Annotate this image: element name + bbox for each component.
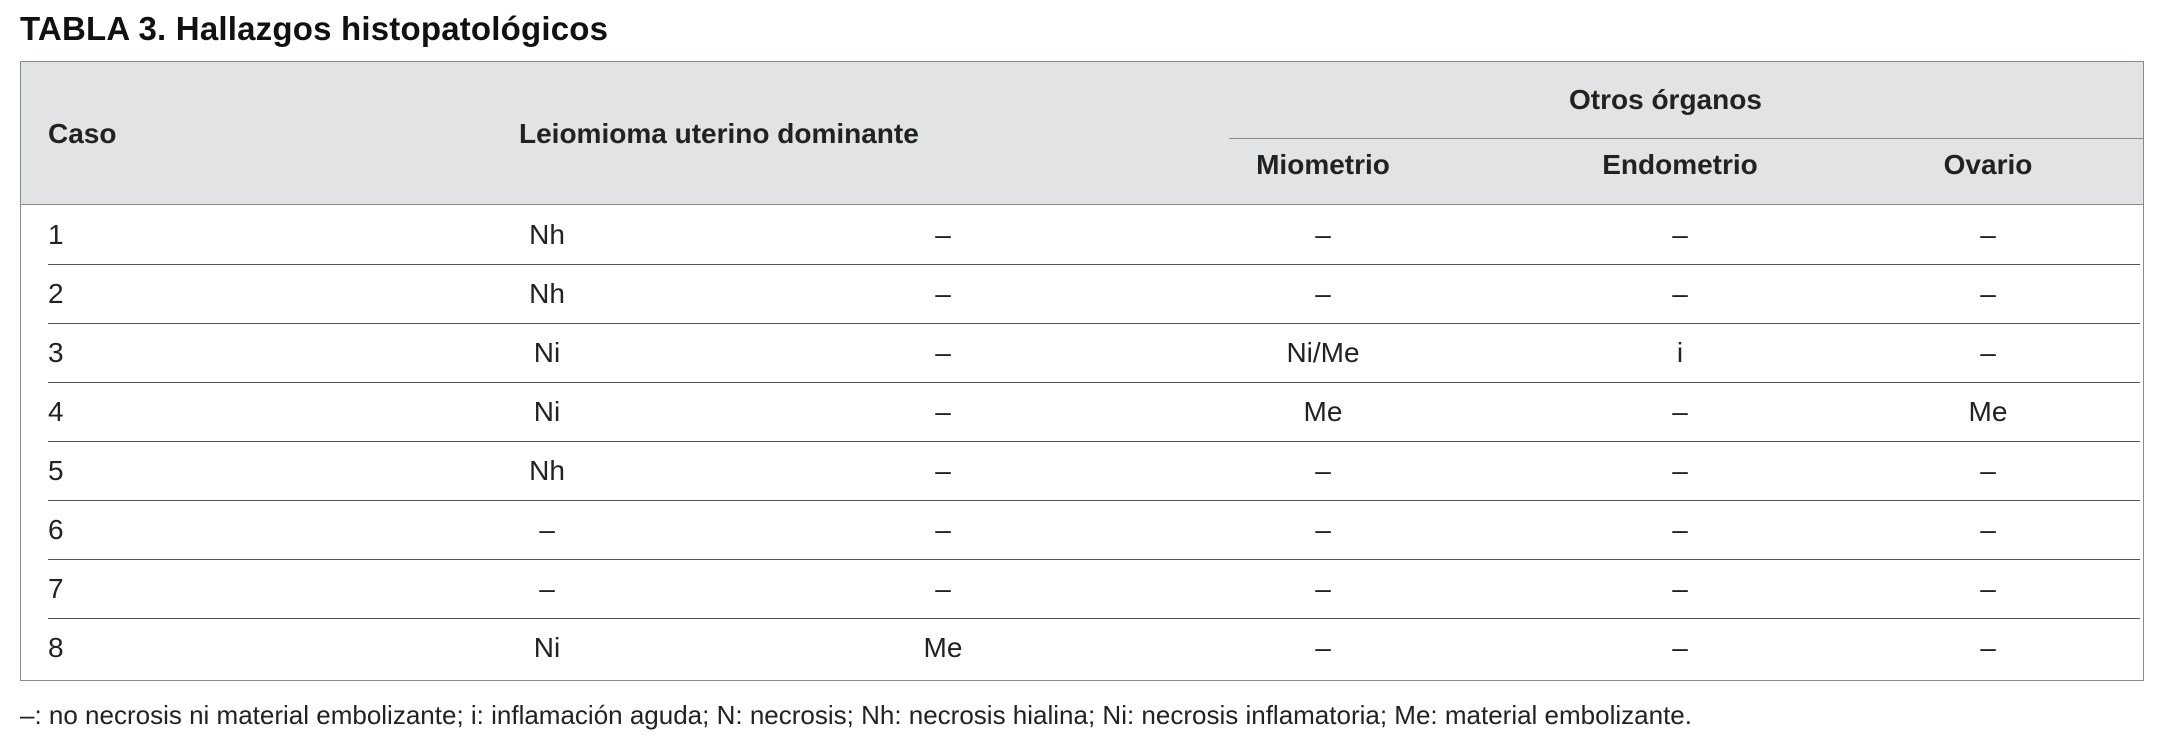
cell-ovario: – — [1980, 514, 1996, 545]
cell-leiomioma-2: – — [935, 219, 951, 250]
header-otros-organos: Otros órganos — [1569, 84, 1762, 115]
table-row — [21, 559, 2143, 618]
cell-ovario: Me — [1968, 396, 2008, 427]
table-footnote: –: no necrosis ni material embolizante; i: inflamación aguda; N: necrosis; Nh: necrosis hialina; Ni: necrosis inflamatoria; Me: material embolizante. — [20, 700, 1692, 730]
cell-endometrio: i — [1676, 337, 1684, 368]
header-leiomioma: Leiomioma uterino dominante — [519, 118, 919, 149]
cell-leiomioma-1: Ni — [533, 337, 561, 368]
table-row — [21, 382, 2143, 441]
cell-caso: 4 — [48, 396, 64, 427]
table-row — [21, 205, 2143, 264]
cell-caso: 7 — [48, 573, 64, 604]
cell-miometrio: – — [1315, 219, 1331, 250]
cell-leiomioma-1: Nh — [529, 455, 565, 486]
cell-endometrio: – — [1672, 573, 1688, 604]
cell-endometrio: – — [1672, 278, 1688, 309]
table-row — [21, 618, 2143, 677]
cell-ovario: – — [1980, 219, 1996, 250]
table-row — [21, 264, 2143, 323]
cell-ovario: – — [1980, 278, 1996, 309]
cell-miometrio: – — [1315, 573, 1331, 604]
cell-ovario: – — [1980, 337, 1996, 368]
cell-miometrio: – — [1315, 455, 1331, 486]
cell-miometrio: – — [1315, 514, 1331, 545]
cell-miometrio: Ni/Me — [1286, 337, 1360, 368]
cell-endometrio: – — [1672, 514, 1688, 545]
cell-leiomioma-2: – — [935, 455, 951, 486]
cell-caso: 8 — [48, 632, 64, 663]
cell-leiomioma-1: Nh — [529, 219, 565, 250]
cell-leiomioma-2: – — [935, 396, 951, 427]
table-title: TABLA 3. Hallazgos histopatológicos — [20, 10, 609, 47]
cell-leiomioma-1: Ni — [533, 632, 561, 663]
cell-caso: 6 — [48, 514, 64, 545]
cell-leiomioma-2: – — [935, 337, 951, 368]
cell-leiomioma-1: – — [539, 573, 555, 604]
cell-leiomioma-1: Ni — [533, 396, 561, 427]
table-row — [21, 441, 2143, 500]
histopathology-table — [20, 61, 2144, 681]
cell-leiomioma-2: – — [935, 573, 951, 604]
cell-ovario: – — [1980, 455, 1996, 486]
cell-caso: 2 — [48, 278, 64, 309]
cell-caso: 5 — [48, 455, 64, 486]
table-row — [21, 323, 2143, 382]
cell-ovario: – — [1980, 632, 1996, 663]
cell-ovario: – — [1980, 573, 1996, 604]
cell-miometrio: Me — [1303, 396, 1343, 427]
cell-endometrio: – — [1672, 396, 1688, 427]
header-caso: Caso — [48, 118, 117, 149]
header-divider — [1229, 138, 2143, 139]
cell-endometrio: – — [1672, 219, 1688, 250]
header-ovario: Ovario — [1943, 149, 2033, 180]
cell-miometrio: – — [1315, 632, 1331, 663]
cell-endometrio: – — [1672, 632, 1688, 663]
cell-miometrio: – — [1315, 278, 1331, 309]
table-row — [21, 500, 2143, 559]
header-endometrio: Endometrio — [1602, 149, 1758, 180]
cell-caso: 3 — [48, 337, 64, 368]
cell-leiomioma-1: Nh — [529, 278, 565, 309]
table-header — [21, 62, 2143, 205]
cell-leiomioma-2: Me — [923, 632, 963, 663]
cell-leiomioma-2: – — [935, 278, 951, 309]
cell-leiomioma-1: – — [539, 514, 555, 545]
cell-caso: 1 — [48, 219, 64, 250]
cell-endometrio: – — [1672, 455, 1688, 486]
cell-leiomioma-2: – — [935, 514, 951, 545]
header-miometrio: Miometrio — [1256, 149, 1390, 180]
